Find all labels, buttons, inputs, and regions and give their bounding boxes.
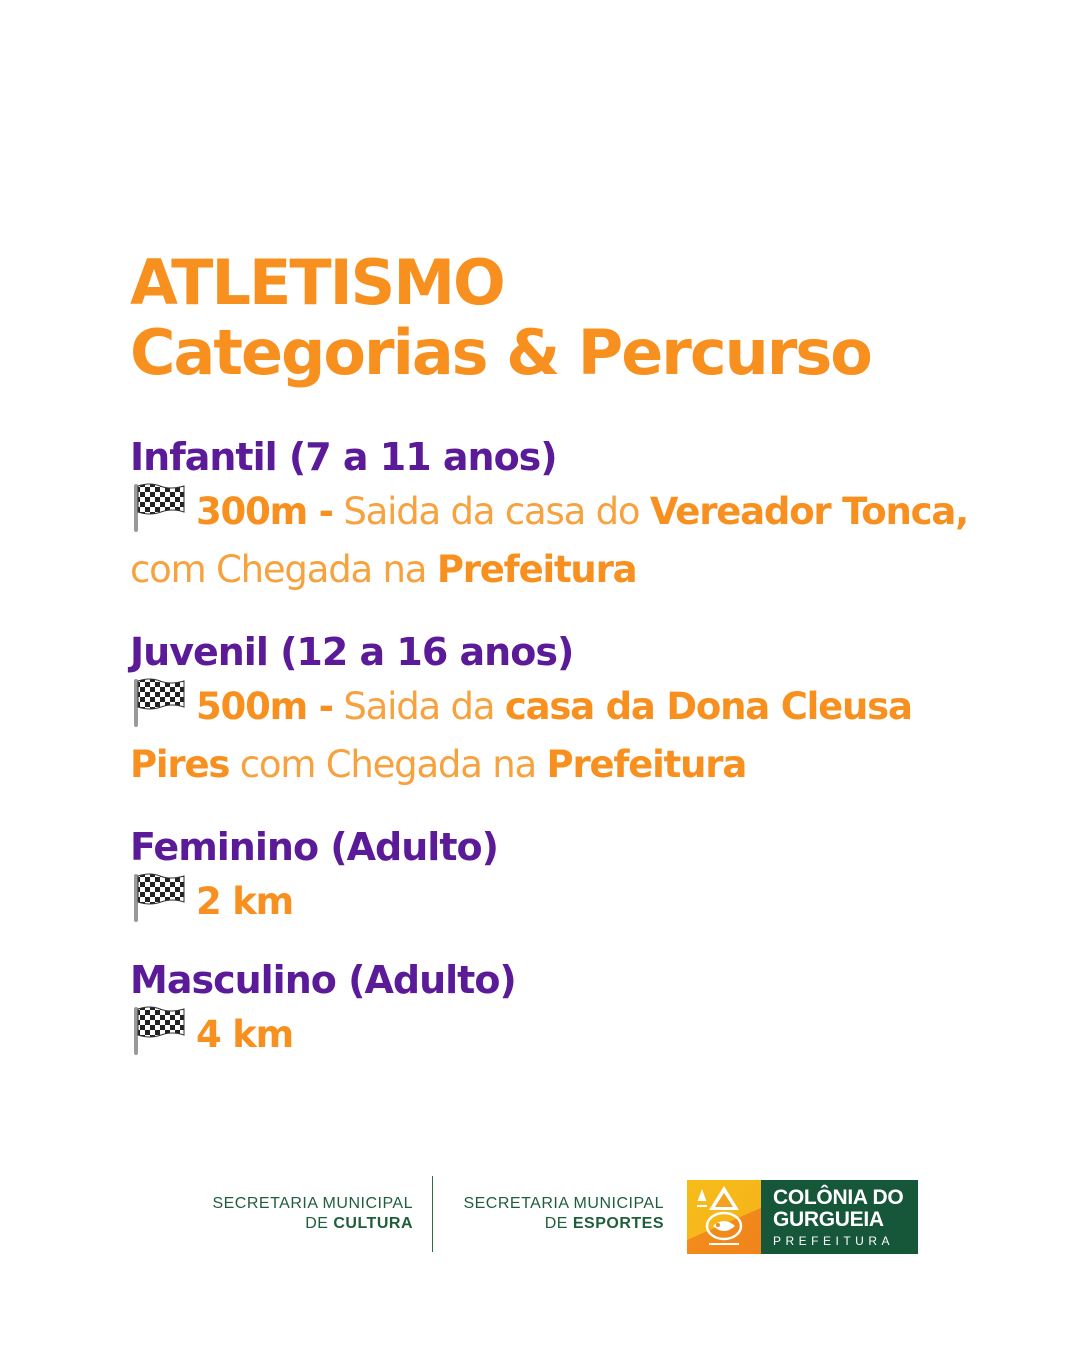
category-distance: 2 km <box>196 880 293 923</box>
prefeitura-logo <box>687 1180 918 1254</box>
secretaria-label: SECRETARIA MUNICIPAL <box>212 1195 413 1212</box>
category-list <box>130 432 1040 1064</box>
route-text: com Chegada na <box>229 743 547 786</box>
title-line-2: Categorias & Percurso <box>130 316 871 389</box>
logo-line-1: COLÔNIA DO <box>773 1186 904 1209</box>
category-name: Juvenil (12 a 16 anos) <box>130 630 574 674</box>
category-feminino <box>130 822 1040 931</box>
title-line-1: ATLETISMO <box>130 246 504 319</box>
route-finish: Prefeitura <box>546 743 747 786</box>
route-start-cont: Pires <box>130 743 230 786</box>
footer <box>0 1176 1080 1256</box>
category-route <box>130 1005 1040 1064</box>
checkered-flag-icon <box>130 677 186 727</box>
route-text: Saida da casa do <box>332 490 650 533</box>
route-start: Vereador Tonca, <box>649 490 968 533</box>
logo-text <box>773 1187 903 1250</box>
footer-divider <box>432 1176 433 1252</box>
city-emblem-icon <box>687 1180 761 1254</box>
category-masculino <box>130 955 1040 1064</box>
checkered-flag-icon <box>130 1005 186 1055</box>
secretaria-prefix: DE <box>305 1215 334 1232</box>
logo-line-3: PREFEITURA <box>773 1234 895 1248</box>
category-route <box>130 482 1040 599</box>
category-juvenil <box>130 627 1040 794</box>
main-content <box>130 248 1040 1088</box>
secretaria-name: ESPORTES <box>572 1215 664 1232</box>
route-text: com Chegada na <box>130 548 437 591</box>
category-name: Feminino (Adulto) <box>130 825 498 869</box>
checkered-flag-icon <box>130 872 186 922</box>
route-finish: Prefeitura <box>436 548 637 591</box>
category-infantil <box>130 432 1040 599</box>
category-name: Masculino (Adulto) <box>130 958 516 1002</box>
page-title <box>130 248 1040 388</box>
category-distance: 300m - <box>196 490 333 533</box>
secretaria-name: CULTURA <box>333 1215 413 1232</box>
checkered-flag-icon <box>130 482 186 532</box>
route-start: casa da Dona Cleusa <box>504 685 912 728</box>
route-text: Saida da <box>332 685 505 728</box>
secretaria-esportes <box>436 1194 664 1234</box>
secretaria-cultura <box>180 1194 413 1234</box>
secretaria-prefix: DE <box>544 1215 573 1232</box>
category-route <box>130 872 1040 931</box>
category-distance: 500m - <box>196 685 333 728</box>
category-distance: 4 km <box>196 1013 293 1056</box>
logo-line-2: GURGUEIA <box>773 1208 884 1231</box>
category-route <box>130 677 1040 794</box>
category-name: Infantil (7 a 11 anos) <box>130 435 557 479</box>
secretaria-label: SECRETARIA MUNICIPAL <box>463 1195 664 1212</box>
